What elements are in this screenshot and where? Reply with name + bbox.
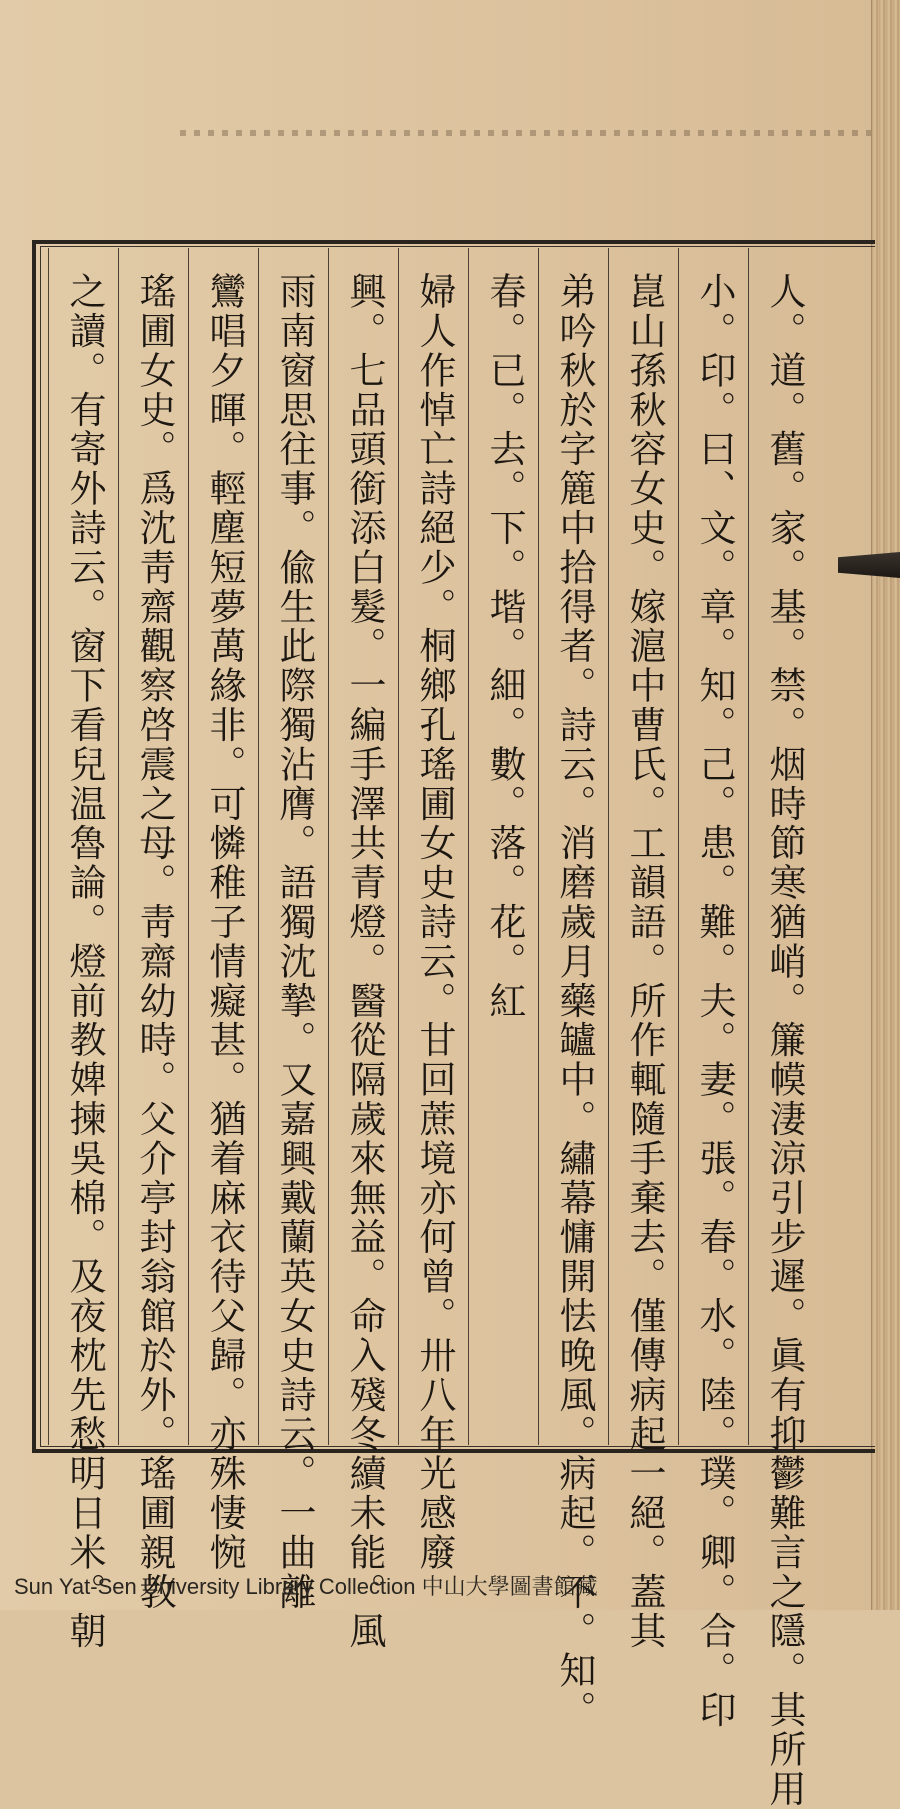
text-column-8	[258, 248, 328, 1612]
text-column-7	[328, 248, 398, 1651]
ink-smudge	[180, 130, 880, 136]
text-column-4	[538, 248, 608, 1730]
collection-caption: Sun Yat-Sen University Library Collection 中山大學圖書館藏	[14, 1574, 598, 1599]
text-column-11	[48, 248, 118, 1651]
column-text: 瑤圃女史。爲沈靑齋觀察啓震之母。靑齋幼時。父介亭封翁館於外。瑤圃親教	[133, 272, 176, 1612]
book-spine	[871, 0, 900, 1610]
text-column-2	[678, 248, 748, 1730]
column-text: 崑山孫秋容女史。嫁滬中曹氏。工韻語。所作輒隨手棄去。僅傳病起一絕。蓋其	[623, 272, 666, 1651]
text-column-10	[118, 248, 188, 1612]
column-text: 雨南窗思往事。偸生此際獨沾膺。語獨沈摯。又嘉興戴蘭英女史詩云。一曲離	[273, 272, 316, 1612]
column-text: 興。七品頭銜添白髮。一編手澤共青燈。醫從隔歲來無益。命入殘冬續未能。風	[343, 272, 386, 1651]
column-text: 小。印。曰、文。章。知。己。患。難。夫。妻。張。春。水。陸。璞。卿。合。印	[693, 272, 736, 1730]
column-text: 春。已。去。下。堦。細。數。落。花。紅	[483, 272, 526, 1021]
column-text: 婦人作悼亡詩絕少。桐鄉孔瑤圃女史詩云。甘回蔗境亦何曾。卅八年光感廢	[413, 272, 456, 1573]
text-column-9	[188, 248, 258, 1573]
column-text: 弟吟秋於字簏中拾得者。詩云。消磨歲月藥罏中。繡幕慵開怯晚風。病起。不。知。	[553, 272, 596, 1730]
text-column-6	[398, 248, 468, 1573]
text-column-5	[468, 248, 538, 1445]
text-column-1	[748, 248, 818, 1809]
text-column-3	[608, 248, 678, 1651]
column-text: 鸞唱夕暉。輕塵短夢萬緣非。可憐稚子情癡甚。猶着麻衣待父歸。亦殊悽惋	[203, 272, 246, 1573]
column-text: 人。道。舊。家。基。禁。烟時節寒猶峭。簾幙淒涼引步遲。眞有抑鬱難言之隱。其所用	[763, 272, 806, 1809]
column-text: 之讀。有寄外詩云。窗下看兒温魯論。燈前教婢揀吳棉。及夜枕先愁明日米。朝	[63, 272, 106, 1651]
